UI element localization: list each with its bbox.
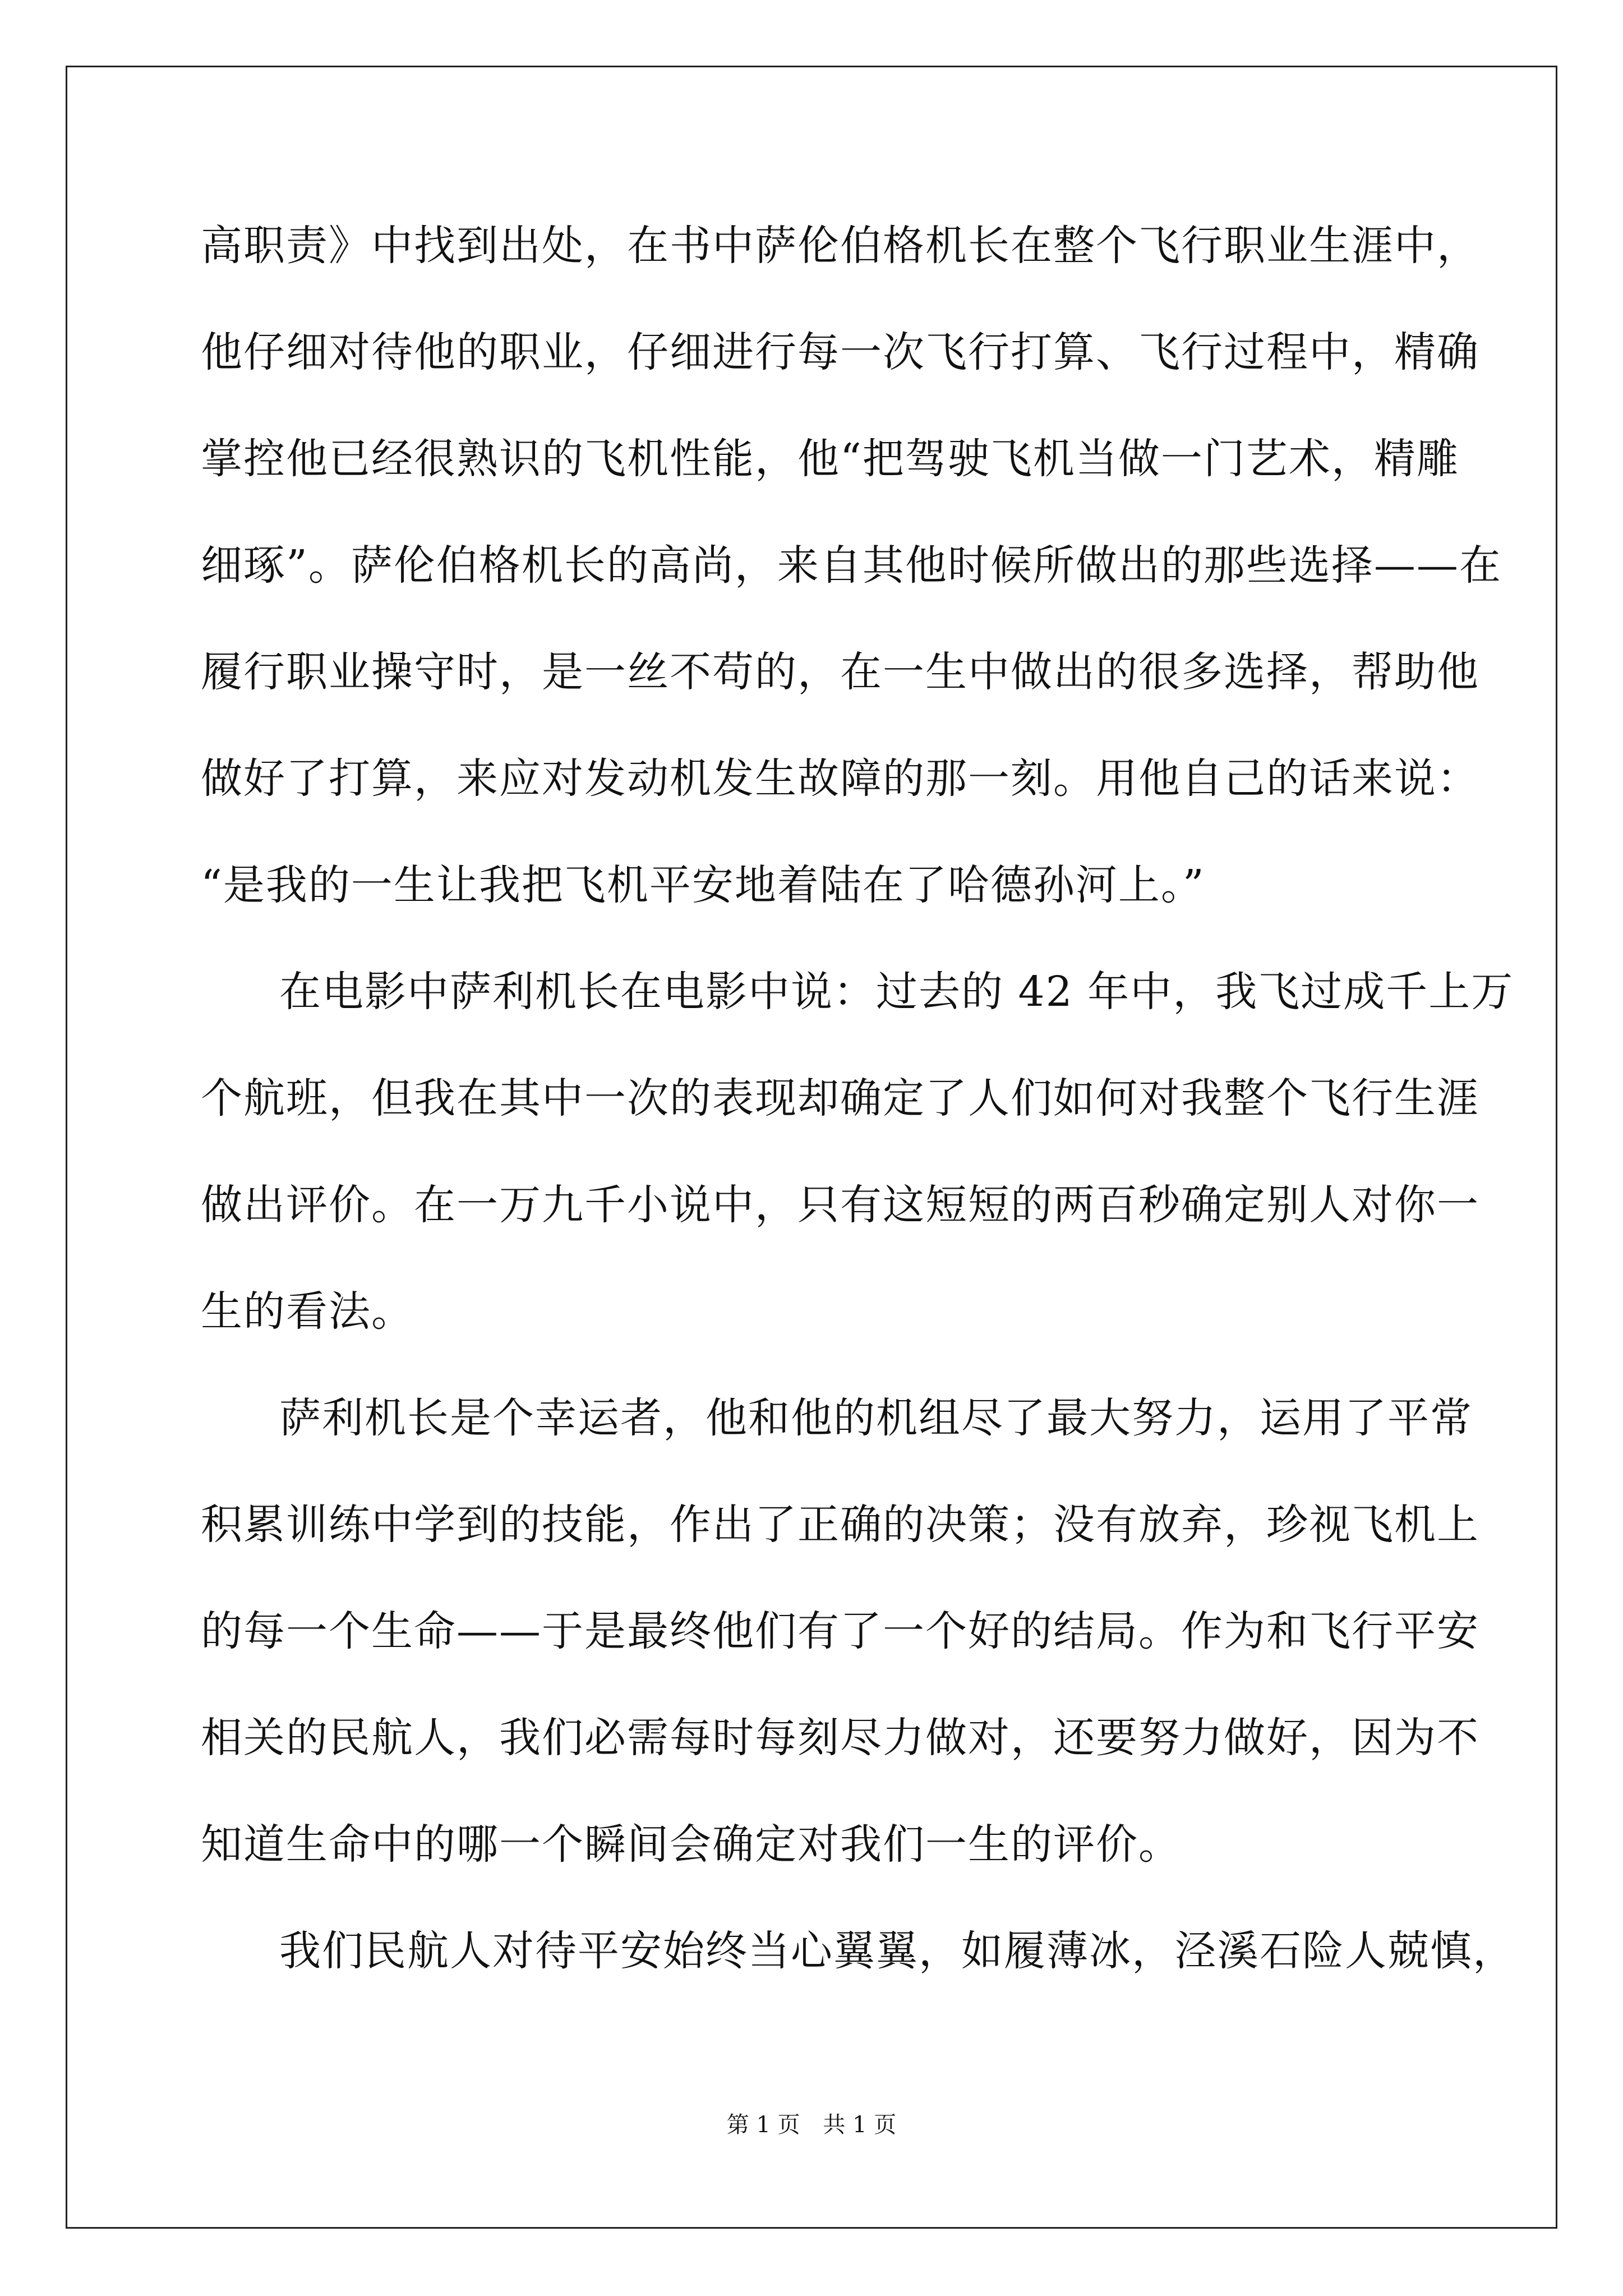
text-line: 掌控他已经很熟识的飞机性能，他“把驾驶飞机当做一门艺术，精雕 [201, 435, 1459, 483]
text-line: 的每一个生命——于是最终他们有了一个好的结局。作为和飞行平安 [201, 1607, 1479, 1655]
page-footer [0, 2108, 1623, 2142]
text-line: 萨利机长是个幸运者，他和他的机组尽了最大努力，运用了平常 [279, 1394, 1473, 1442]
text-line: 他仔细对待他的职业，仔细进行每一次飞行打算、飞行过程中，精确 [201, 328, 1479, 376]
text-line: 在电影中萨利机长在电影中说：过去的 42 年中，我飞过成千上万 [279, 968, 1514, 1016]
text-line: 知道生命中的哪一个瞬间会确定对我们一生的评价。 [201, 1820, 1181, 1869]
text-line: 做好了打算，来应对发动机发生故障的那一刻。用他自己的话来说： [201, 754, 1479, 803]
page-number: 第 1 页 [726, 2112, 800, 2138]
text-line: 生的看法。 [201, 1287, 414, 1336]
text-line: 做出评价。在一万九千小说中，只有这短短的两百秒确定别人对你一 [201, 1181, 1479, 1229]
text-line: 相关的民航人，我们必需每时每刻尽力做对，还要努力做好，因为不 [201, 1714, 1479, 1762]
text-line: 我们民航人对待平安始终当心翼翼，如履薄冰，泾溪石险人兢慎， [279, 1927, 1515, 1975]
text-line: “是我的一生让我把飞机平安地着陆在了哈德孙河上。” [201, 861, 1205, 909]
text-line: 细琢”。萨伦伯格机长的高尚，来自其他时候所做出的那些选择——在 [201, 541, 1502, 590]
text-line: 积累训练中学到的技能，作出了正确的决策；没有放弃，珍视飞机上 [201, 1501, 1479, 1549]
text-line: 履行职业操守时，是一丝不苟的，在一生中做出的很多选择，帮助他 [201, 648, 1479, 696]
page-total: 共 1 页 [823, 2112, 897, 2138]
page-border [66, 66, 1557, 2229]
text-line: 高职责》中找到出处，在书中萨伦伯格机长在整个飞行职业生涯中， [201, 222, 1479, 270]
text-line: 个航班，但我在其中一次的表现却确定了人们如何对我整个飞行生涯 [201, 1074, 1479, 1122]
